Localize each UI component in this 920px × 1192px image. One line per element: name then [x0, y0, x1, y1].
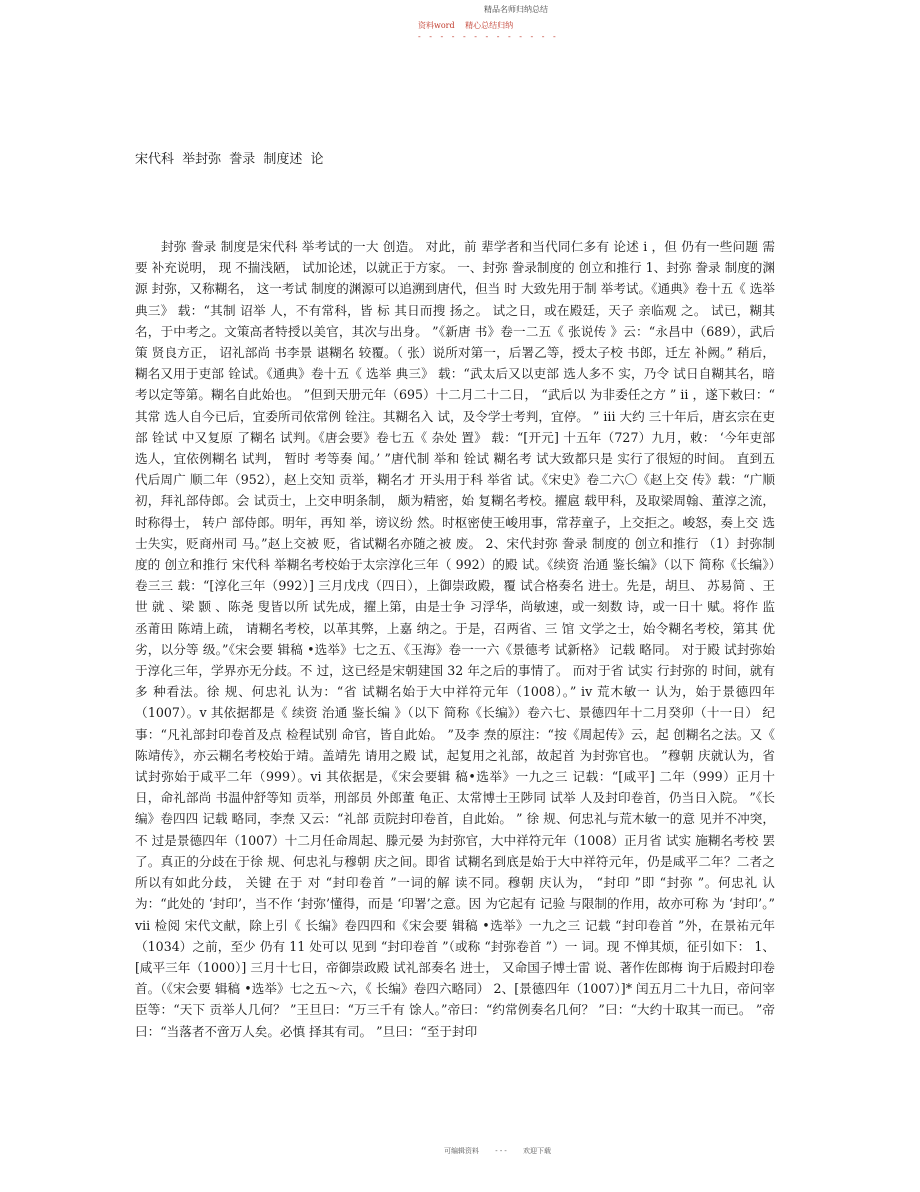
page-footer [444, 1146, 565, 1156]
header-dashes: - - - - - - - - - - - - - [418, 32, 559, 41]
footer-dashes: - - - [495, 1147, 507, 1155]
header-sub-line [418, 20, 521, 31]
footer-left: 可编辑资料 [444, 1147, 479, 1155]
header-sub-right: 精心总结归纳 [465, 21, 514, 30]
body-paragraph: 封弥 誊录 制度是宋代科 举考试的一大 创造。 对此，前 辈学者和当代同仁多有 论述 i ，但 仍有一些问题 需要 补充说明， 现 不揣浅陋， 试加论述，以就正于方家。 一、封弥 誊录制度的 创立和推行 1、封弥 誊录 制度的渊源 封弥，又称糊名， 这一考试 制度的渊源可以追溯到唐代，但当 时 大致先用于制 举考试。《通典》卷十五《 选举 典三》 载：“其制 诏举 人，不有常科，皆 标 其日而搜 扬之。 试之日，或在殿廷，天子 亲临观 之。 试已，糊其名，于中考之。文策高者特授以美官，其次与出身。 ”《新唐 书》卷一二五《 张说传 》云：“永昌中（689），武后策 贤良方正， 诏礼部尚 书李景 谌糊名 较覆。（ 张）说所对第一，后署乙等，授太子校 书郎，迁左 补阙。” 稍后，糊名又用于吏部 铨试。《通典》卷十五《 选举 典三》 载：“武太后又以吏部 选人多不 实，乃令 试日自糊其名，暗考以定等第。糊名自此始也。 ”但到天册元年（695）十二月二十二日， “武后以 为非委任之方 ” ii ，遂下敕曰：“ 其常 选人自今已后，宜委所司依常例 铨注。其糊名入 试，及令学士考判，宜停。 ” iii 大约 三十年后，唐玄宗在吏部 铨试 中又复原 了糊名 试判。《唐会要》卷七五《 杂处 置》 载：“[开元] 十五年（727）九月，敕： ‘今年吏部选人，宜依例糊名 试判， 暂时 考等奏 闻。’ ”唐代制 举和 铨试 糊名考 试大致都只是 实行了很短的时间。 直到五代后周广 顺二年（952），赵上交知 贡举，糊名才 开头用于科 举省 试。《宋史》卷二六〇《赵上交 传》载：“广顺初，拜礼部侍郎。会 试贡士，上交申明条制， 颇为精密，始 复糊名考校。擢扈 载甲科，及取梁周翰、董淳之流， 时称得士， 转户 部侍郎。明年，再知 举，谤议纷 然。时枢密使王峻用事，常荐童子，上交拒之。峻怒，奏上交 选士失实，贬商州司 马。”赵上交被 贬，省试糊名亦随之被 废。 2、宋代封弥 誊录 制度的 创立和推行 （1）封弥制度的 创立和推行 宋代科 举糊名考校始于太宗淳化三年（ 992）的殿 试。《续资 治通 鉴长编》（以下 简称《长编》）卷三三 载：“[淳化三年（992）] 三月戊戌（四日），上御崇政殿，覆 试合格奏名 进士。先是，胡旦、 苏易简 、王世 就 、梁 颢 、陈尧 叟皆以所 试先成，擢上第，由是士争 习浮华，尚敏速，或一刻数 诗，或一日十 赋。将作 监丞莆田 陈靖上疏， 请糊名考校，以革其弊，上嘉 纳之。于是，召两省、三 馆 文学之士，始令糊名考校，第其 优劣，以分等 级。”《宋会要 辑稿 •选举》七之五、《玉海》卷一一六《景德考 试新格》 记载 略同。 对于殿 试封弥始于淳化三年，学界亦无分歧。不 过，这已经是宋朝建国 32 年之后的事情了。 而对于省 试实 行封弥的 时间，就有多 种看法。徐 规、何忠礼 认为：“省 试糊名始于大中祥符元年（1008）。” iv 荒木敏一 认为，始于景德四年（1007）。v 其依据都是《 续资 治通 鉴长编 》（以下 简称《长编》）卷六七、景德四年十二月癸卯（十一日） 纪事：“凡礼部封印卷首及点 检程试别 命官，皆自此始。 ”及李 焘的原注：“按《周起传》云，起 创糊名之法。又《 陈靖传》，亦云糊名考校始于靖。盖靖先 请用之殿 试，起复用之礼部，故起首 为封弥官也。 ”穆朝 庆就认为，省 试封弥始于咸平二年（999）。vi 其依据是，《宋会要辑 稿•选举》一九之三 记载：“[咸平] 二年（999）正月十日，命礼部尚 书温仲舒等知 贡举，刑部员 外郎董 龟正、太常博士王陟同 试举 人及封印卷首，仍当日入院。 ”《长编》卷四四 记载 略同，李焘 又云：“礼部 贡院封印卷首，自此始。 ” 徐 规、何忠礼与荒木敏一的意 见并不冲突，不 过是景德四年（1007）十二月任命周起、滕元晏 为封弥官，大中祥符元年（1008）正月省 试实 施糊名考校 罢了。真正的分歧在于徐 规、何忠礼与穆朝 庆之间。即省 试糊名到底是始于大中祥符元年，仍是咸平二年？二者之所以有如此分歧， 关键 在于 对 “封印卷首 ”一词的解 读不同。穆朝 庆认为， “封印 ”即 “封弥 ”。何忠礼 认为：“此处的 ‘封印’，当不作 ‘封弥’懂得，而是 ‘印署’之意。因 为它起有 记验 与限制的作用，故亦可称 为 ‘封印’。” vii 检阅 宋代文献，除上引《 长编》卷四四和《宋会要 辑稿 •选举》一九之三 记载 “封印卷首 ”外，在景祐元年（1034）之前，至少 仍有 11 处可以 见到 “封印卷首 ”（或称 “封弥卷首 ”）一 词。现 不惮其烦，征引如下： 1、[咸平三年（1000）] 三月十七日，帝御崇政殿 试礼部奏名 进士， 又命国子博士雷 说、著作佐郎梅 询于后殿封印卷首。（《宋会要 辑稿 •选举》七之五～六，《 长编》卷四六略同） 2、[景德四年（1007）]* 闰五月二十九日，帝问宰臣等：“天下 贡举人几何？ ”王旦曰：“万三千有 馀人。”帝曰：“约常例奏名几何？ ”曰：“大约十取其一而已。 ”帝曰：“当落者不啻万人矣。必慎 择其有司。 ”旦曰：“至于封印 [135, 239, 775, 1039]
footer-right: 欢迎下载 [523, 1147, 552, 1155]
header-top-text: 精品名师归纳总结 [484, 5, 548, 14]
article-body [135, 236, 775, 1042]
page-title: 宋代科 举封弥 誊录 制度述 论 [135, 152, 324, 167]
header-sub-left: 资料word [418, 21, 455, 30]
